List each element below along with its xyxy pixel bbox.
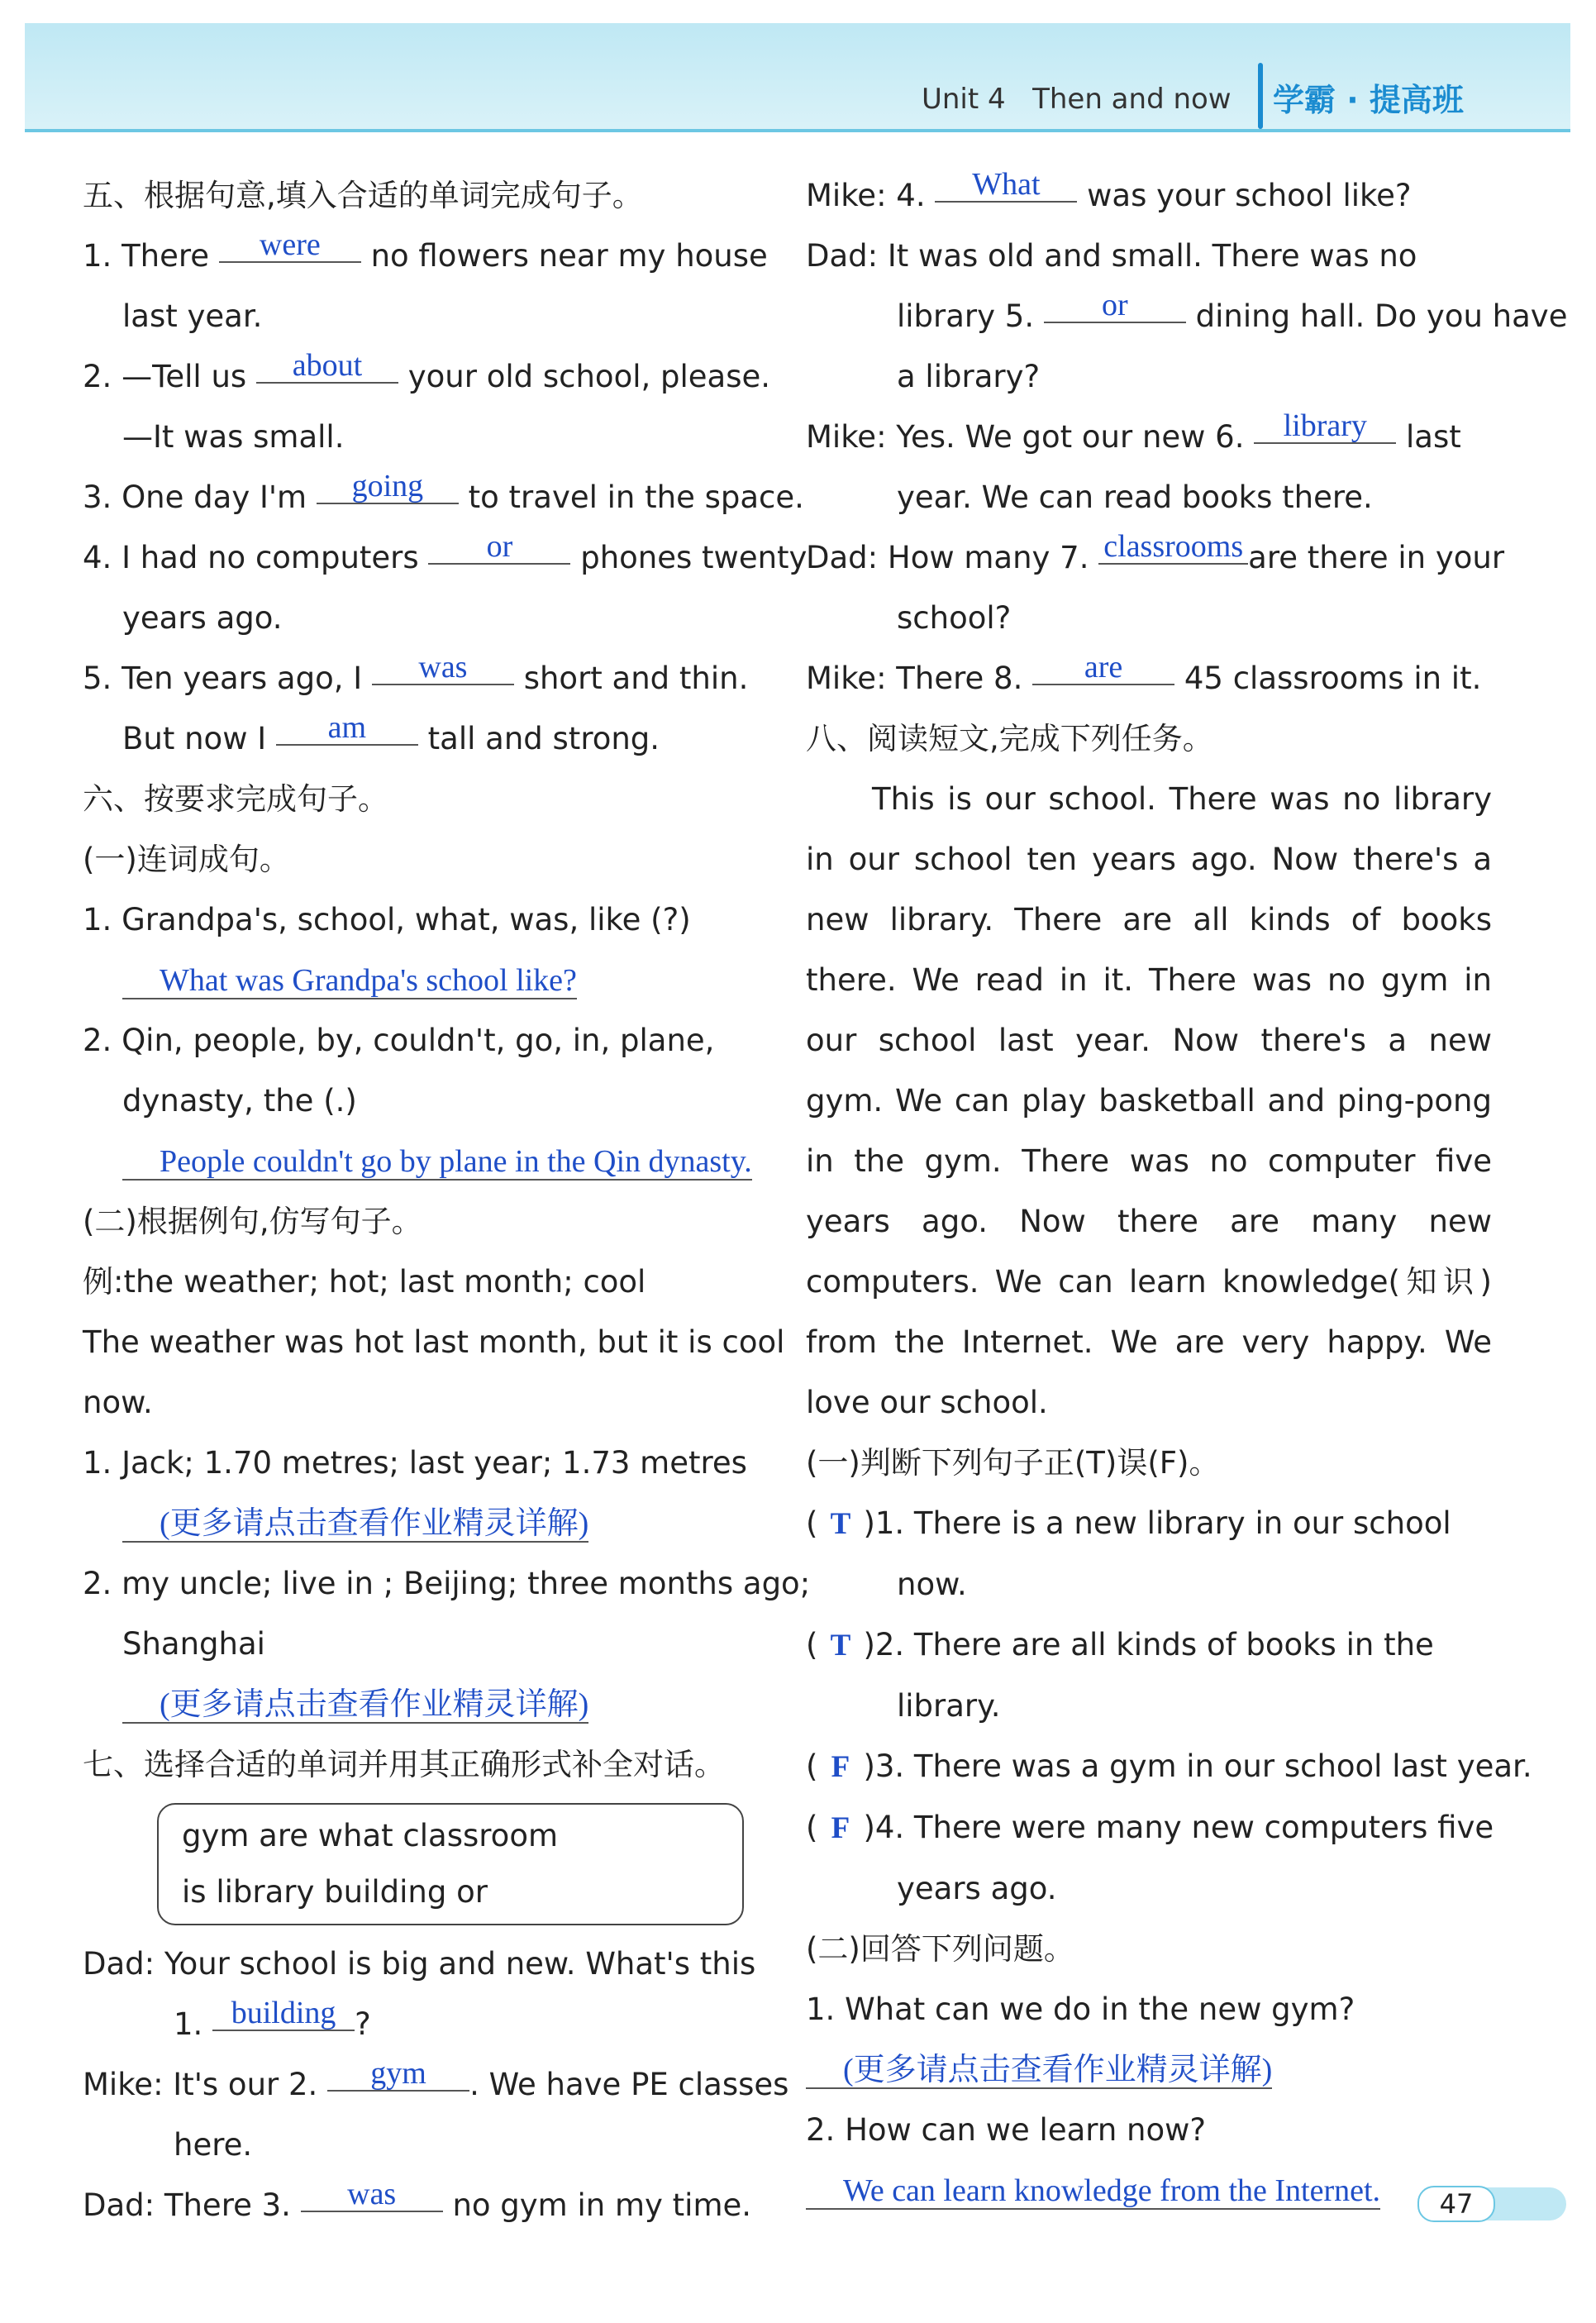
dialog-line: Dad: There 3. was no gym in my time. — [83, 2177, 752, 2223]
answer-link[interactable]: (更多请点击查看作业精灵详解) — [806, 2053, 1272, 2089]
answer-line: What was Grandpa's school like? — [122, 963, 577, 999]
subheading: (二)根据例句,仿写句子。 — [83, 1204, 422, 1239]
tf-item: ( F )3. There was a gym in our school last year. — [806, 1736, 1492, 1797]
tf-answer: F — [831, 1750, 850, 1784]
left-column — [83, 165, 811, 2235]
dialog-line: here. — [174, 2127, 253, 2163]
tf-item-cont: years ago. — [897, 1871, 1057, 1906]
dialog-line: Dad: How many 7. classrooms are there in your — [806, 529, 1505, 575]
answer: about — [256, 349, 398, 384]
brand-logo: 学霸 · 提高班 — [1273, 82, 1464, 118]
tf-item-cont: now. — [897, 1567, 967, 1602]
section-5-heading: 五、根据句意,填入合适的单词完成句子。 — [83, 178, 643, 213]
question: 2. my uncle; live in ; Beijing; three months ago; — [83, 1566, 811, 1601]
page-header — [25, 23, 1570, 132]
tf-answer: T — [830, 1507, 851, 1541]
page-number-badge — [1417, 2187, 1566, 2220]
dialog-line: year. We can read books there. — [897, 479, 1373, 515]
arrow-icon — [1258, 63, 1263, 129]
answer: were — [219, 228, 361, 263]
example-answer-cont: now. — [83, 1385, 153, 1420]
dialog-line: Mike: 4. What was your school like? — [806, 167, 1412, 213]
tf-answer: F — [831, 1811, 850, 1845]
tf-item: ( F )4. There were many new computers five — [806, 1797, 1492, 1858]
tf-answer: T — [830, 1629, 851, 1662]
example: 例:the weather; hot; last month; cool — [83, 1264, 646, 1300]
answer: gym — [327, 2057, 469, 2092]
question: 2. Qin, people, by, couldn't, go, in, plane, — [83, 1023, 715, 1058]
word-row: gym are what classroom — [182, 1818, 559, 1853]
question: 1. There were no flowers near my house — [83, 227, 768, 274]
word-box — [157, 1803, 744, 1925]
subheading: (一)连词成句。 — [83, 842, 290, 877]
question: 2. How can we learn now? — [806, 2112, 1207, 2148]
question-cont: dynasty, the (.) — [122, 1083, 357, 1119]
answer: or — [1044, 289, 1186, 323]
question: 1. Grandpa's, school, what, was, like (?) — [83, 902, 691, 937]
tf-item: ( T )1. There is a new library in our school — [806, 1493, 1492, 1554]
question-cont: Shanghai — [122, 1626, 265, 1662]
answer: library — [1254, 409, 1396, 444]
dialog-line: Dad: Your school is big and new. What's this — [83, 1946, 756, 1982]
dialog-line: Mike: It's our 2. gym . We have PE classes — [83, 2056, 789, 2102]
question: 1. Jack; 1.70 metres; last year; 1.73 metres — [83, 1445, 747, 1481]
answer: was — [301, 2178, 443, 2212]
question-cont: last year. — [122, 298, 263, 334]
right-column — [806, 165, 1568, 2220]
answer: am — [276, 711, 418, 746]
question-cont: But now I am tall and strong. — [122, 710, 660, 756]
page-number: 47 — [1417, 2186, 1495, 2222]
question: 4. I had no computers or phones twenty — [83, 529, 808, 575]
dialog-line: 1. building ? — [174, 1996, 371, 2042]
dialog-line: Mike: Yes. We got our new 6. library last — [806, 408, 1461, 455]
answer: are — [1032, 651, 1174, 685]
dialog-line: library 5. or dining hall. Do you have — [897, 288, 1568, 334]
question: 3. One day I'm going to travel in the space. — [83, 469, 804, 515]
unit-title: Unit 4 Then and now — [922, 83, 1232, 116]
question: 2. —Tell us about your old school, please. — [83, 348, 771, 394]
dialog-line: school? — [897, 600, 1012, 636]
section-7-heading: 七、选择合适的单词并用其正确形式补全对话。 — [83, 1747, 725, 1782]
dialog-line: Dad: It was old and small. There was no — [806, 238, 1417, 274]
subheading: (二)回答下列问题。 — [806, 1931, 1074, 1967]
question-cont: years ago. — [122, 600, 283, 636]
question: 5. Ten years ago, I was short and thin. — [83, 650, 749, 696]
answer: was — [372, 651, 514, 685]
tf-item: ( T )2. There are all kinds of books in the — [806, 1615, 1492, 1676]
section-8-heading: 八、阅读短文,完成下列任务。 — [806, 721, 1213, 756]
tf-item-cont: library. — [897, 1688, 1001, 1724]
answer: classrooms — [1098, 530, 1248, 565]
answer: or — [428, 530, 570, 565]
answer: What — [935, 168, 1077, 203]
answer-link[interactable]: (更多请点击查看作业精灵详解) — [122, 1506, 588, 1543]
section-6-heading: 六、按要求完成句子。 — [83, 781, 388, 817]
answer-line: We can learn knowledge from the Internet. — [806, 2173, 1380, 2210]
answer: going — [317, 470, 459, 504]
word-row: is library building or — [182, 1874, 488, 1910]
answer-line: People couldn't go by plane in the Qin dynasty. — [122, 1144, 752, 1181]
dialog-line: Mike: There 8. are 45 classrooms in it. — [806, 650, 1482, 696]
question-cont: —It was small. — [122, 419, 345, 455]
dialog-line: a library? — [897, 359, 1041, 394]
example-answer: The weather was hot last month, but it is cool — [83, 1324, 785, 1360]
reading-passage: This is our school. There was no library in our school ten years ago. Now there's a new library. There are all kinds of books there. We read in it. There was no gym in our school last year. Now there's a new gym. We can play basketball and ping-pong in the gym. There was no computer five years ago. Now there are many new computers. We can learn knowledge(知识) from the Internet. We are very happy. We love our school. — [806, 781, 1492, 1420]
answer-link[interactable]: (更多请点击查看作业精灵详解) — [122, 1687, 588, 1724]
question: 1. What can we do in the new gym? — [806, 1991, 1355, 2027]
subheading: (一)判断下列句子正(T)误(F)。 — [806, 1445, 1220, 1481]
answer: building — [212, 1996, 355, 2031]
